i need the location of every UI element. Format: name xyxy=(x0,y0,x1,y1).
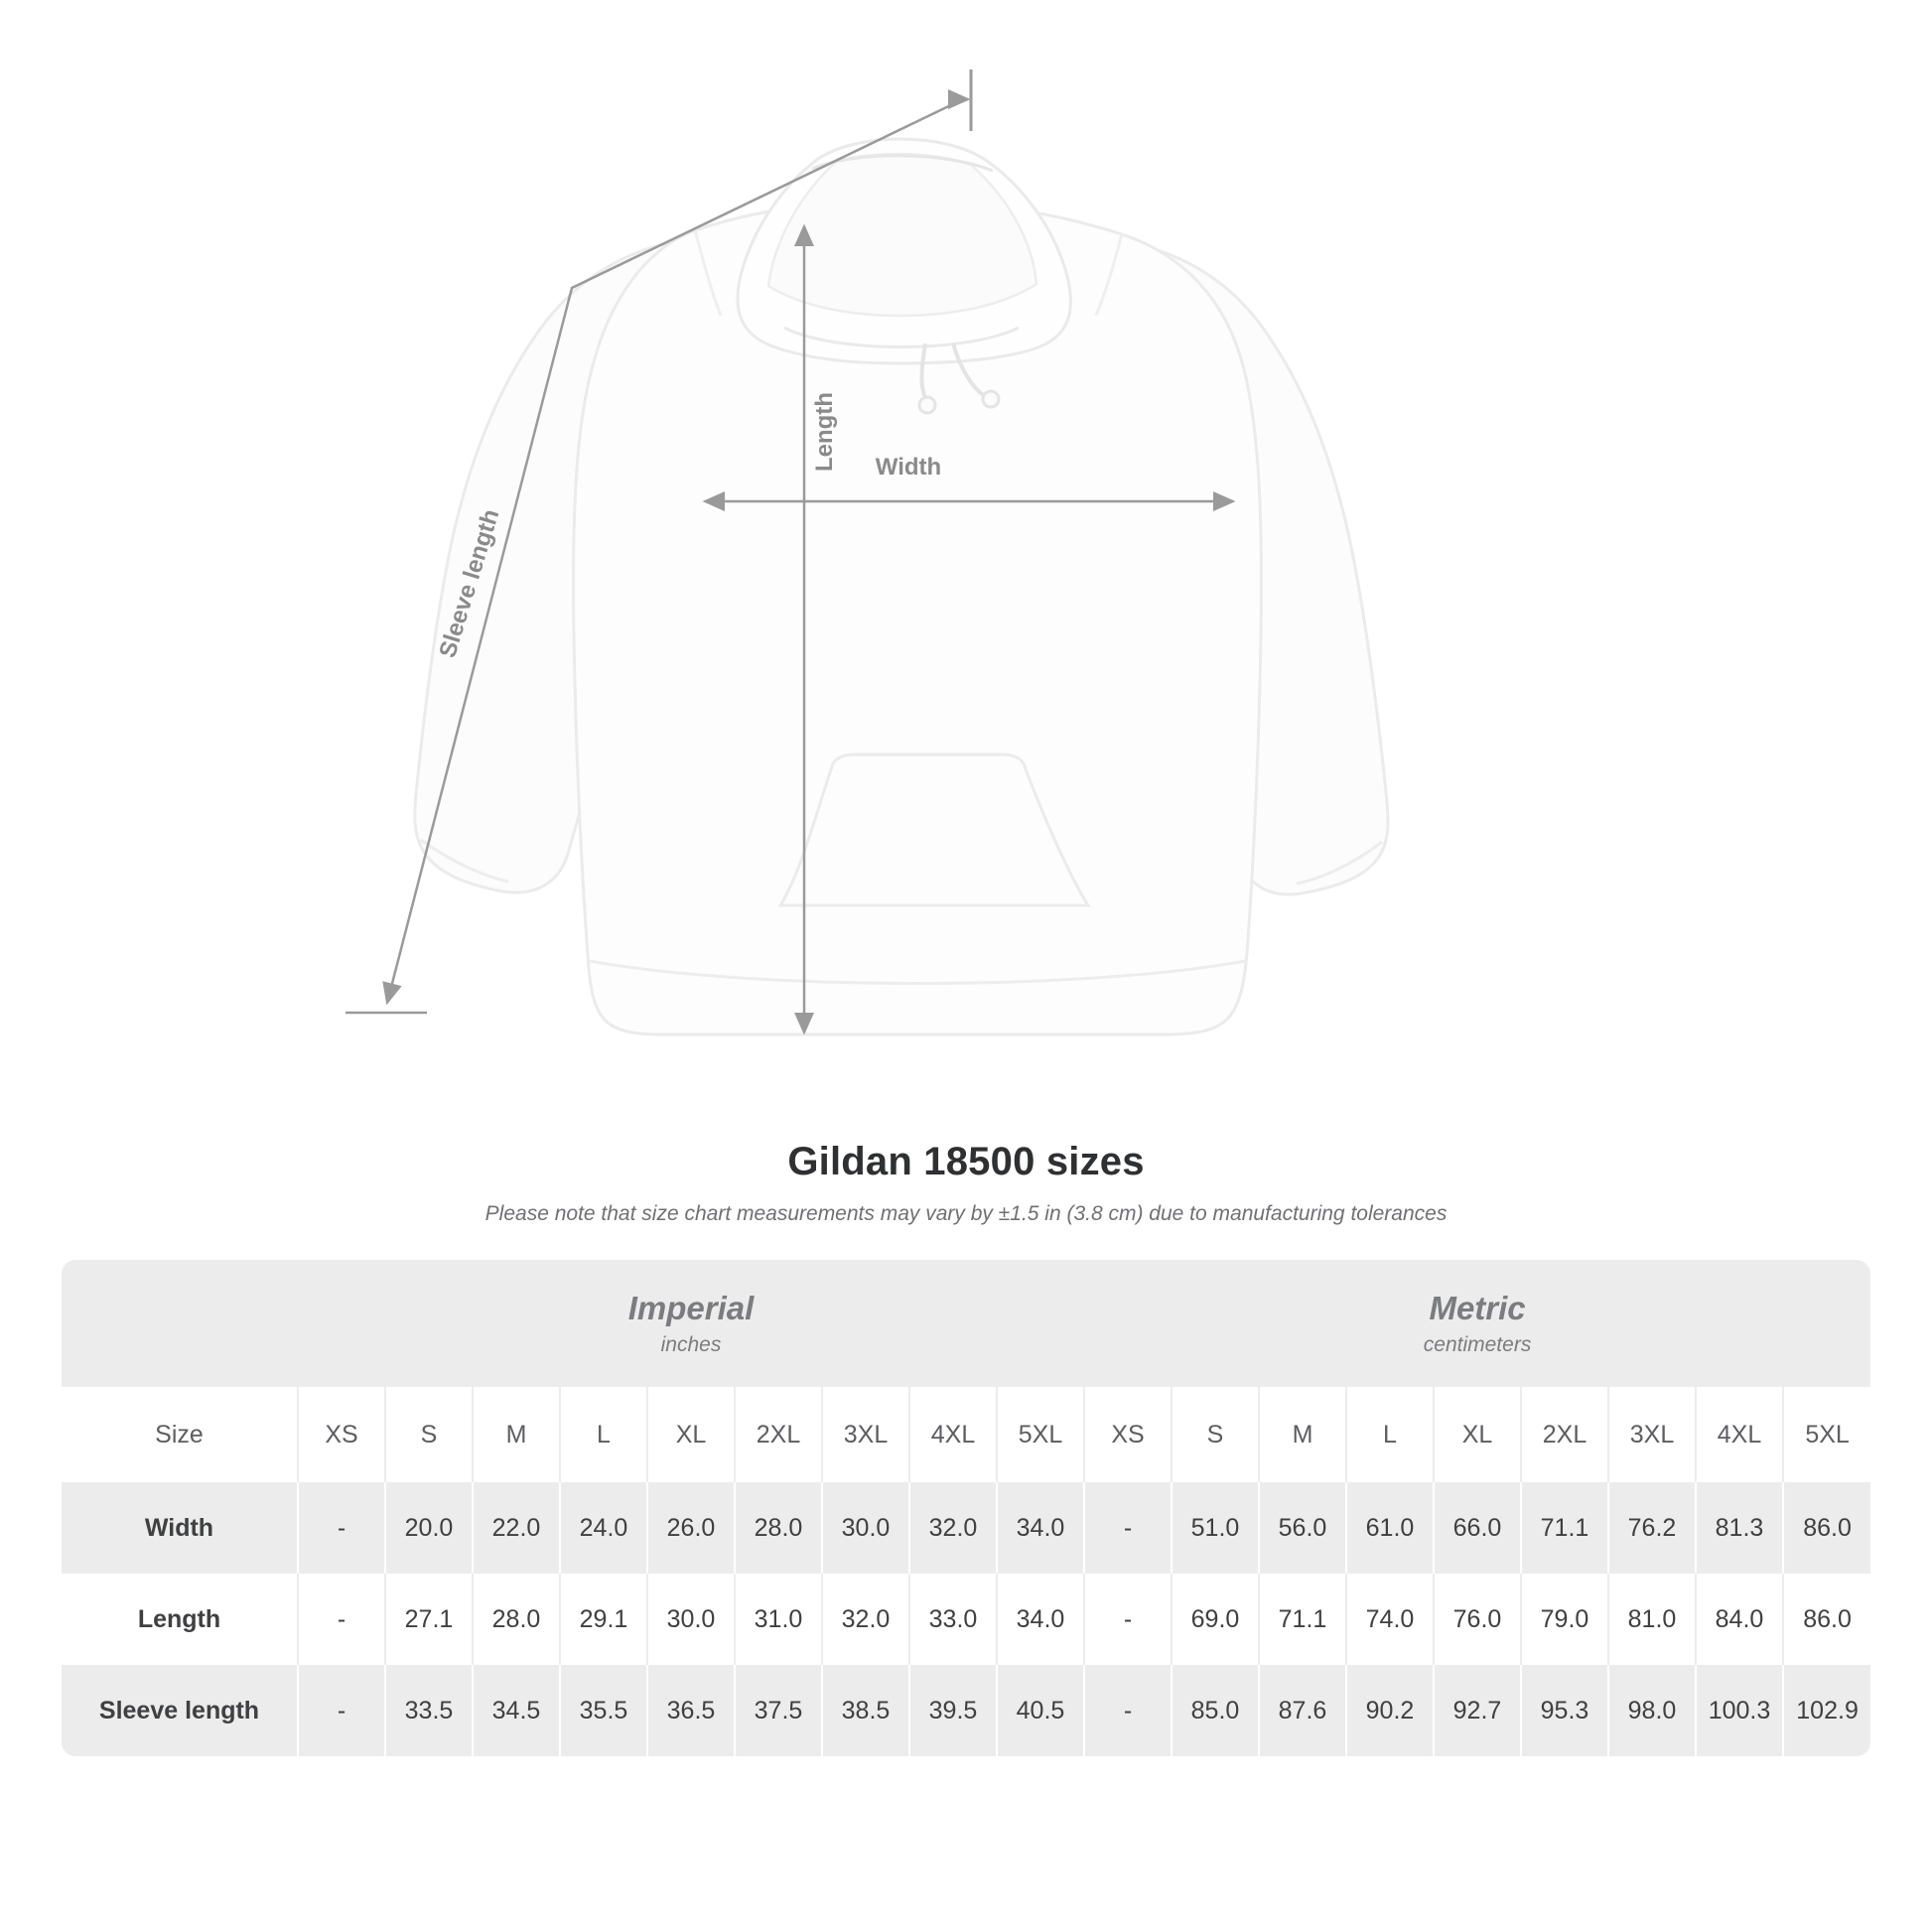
cell-length-imperial-s: 27.1 xyxy=(385,1574,473,1665)
cell-length-metric-5xl: 86.0 xyxy=(1783,1574,1870,1665)
cell-width-metric-xl: 66.0 xyxy=(1434,1482,1521,1574)
header-size-metric-2xl: 2XL xyxy=(1521,1387,1608,1482)
cell-sleeve-metric-l: 90.2 xyxy=(1346,1665,1434,1756)
cell-length-metric-s: 69.0 xyxy=(1172,1574,1259,1665)
cell-sleeve-imperial-5xl: 40.5 xyxy=(997,1665,1084,1756)
cell-length-imperial-3xl: 32.0 xyxy=(822,1574,909,1665)
table-row xyxy=(62,1665,1870,1756)
cell-sleeve-imperial-3xl: 38.5 xyxy=(822,1665,909,1756)
row-label-sleeve-length: Sleeve length xyxy=(62,1665,298,1756)
unit-cell-metric xyxy=(1084,1260,1870,1387)
cell-length-metric-4xl: 84.0 xyxy=(1696,1574,1783,1665)
unit-sub-imperial: inches xyxy=(660,1332,722,1356)
cell-sleeve-metric-xl: 92.7 xyxy=(1434,1665,1521,1756)
cell-width-imperial-xl: 26.0 xyxy=(647,1482,735,1574)
tolerance-note: Please note that size chart measurements may vary by ±1.5 in (3.8 cm) due to manufacturing tolerances xyxy=(484,1202,1448,1225)
size-table xyxy=(62,1260,1870,1756)
cell-width-imperial-xs: - xyxy=(298,1482,385,1574)
header-size-metric-l: L xyxy=(1346,1387,1434,1482)
unit-sub-metric: centimeters xyxy=(1423,1332,1532,1356)
header-size-imperial-s: S xyxy=(385,1387,473,1482)
unit-name-metric: Metric xyxy=(1429,1290,1526,1327)
header-size-metric-3xl: 3XL xyxy=(1608,1387,1696,1482)
cell-sleeve-imperial-xs: - xyxy=(298,1665,385,1756)
cell-sleeve-metric-3xl: 98.0 xyxy=(1608,1665,1696,1756)
cell-length-metric-m: 71.1 xyxy=(1259,1574,1346,1665)
page-title: Gildan 18500 sizes xyxy=(787,1140,1145,1183)
header-size-metric-s: S xyxy=(1172,1387,1259,1482)
cell-sleeve-metric-m: 87.6 xyxy=(1259,1665,1346,1756)
unit-spacer-cell xyxy=(62,1260,298,1387)
cell-length-metric-xl: 76.0 xyxy=(1434,1574,1521,1665)
header-size-label: Size xyxy=(62,1387,298,1482)
cell-length-imperial-xs: - xyxy=(298,1574,385,1665)
cell-sleeve-metric-2xl: 95.3 xyxy=(1521,1665,1608,1756)
cell-length-imperial-2xl: 31.0 xyxy=(735,1574,822,1665)
cell-width-metric-l: 61.0 xyxy=(1346,1482,1434,1574)
cell-length-metric-xs: - xyxy=(1084,1574,1172,1665)
label-length: Length xyxy=(811,392,838,472)
cell-sleeve-imperial-s: 33.5 xyxy=(385,1665,473,1756)
header-size-imperial-xl: XL xyxy=(647,1387,735,1482)
cell-length-metric-2xl: 79.0 xyxy=(1521,1574,1608,1665)
size-header-row xyxy=(62,1387,1870,1482)
header-size-metric-m: M xyxy=(1259,1387,1346,1482)
header-size-metric-xs: XS xyxy=(1084,1387,1172,1482)
cell-width-imperial-3xl: 30.0 xyxy=(822,1482,909,1574)
title-block xyxy=(0,1140,1932,1226)
header-size-metric-xl: XL xyxy=(1434,1387,1521,1482)
cell-length-imperial-4xl: 33.0 xyxy=(909,1574,997,1665)
cell-sleeve-metric-4xl: 100.3 xyxy=(1696,1665,1783,1756)
header-size-imperial-xs: XS xyxy=(298,1387,385,1482)
cell-width-metric-5xl: 86.0 xyxy=(1783,1482,1870,1574)
table-row xyxy=(62,1482,1870,1574)
row-label-length: Length xyxy=(62,1574,298,1665)
label-sleeve-length: Sleeve length xyxy=(434,505,505,661)
cell-width-imperial-2xl: 28.0 xyxy=(735,1482,822,1574)
cell-length-imperial-xl: 30.0 xyxy=(647,1574,735,1665)
cell-width-metric-m: 56.0 xyxy=(1259,1482,1346,1574)
cell-length-imperial-5xl: 34.0 xyxy=(997,1574,1084,1665)
cell-sleeve-imperial-xl: 36.5 xyxy=(647,1665,735,1756)
table-row xyxy=(62,1574,1870,1665)
unit-cell-imperial xyxy=(298,1260,1084,1387)
hoodie-garment xyxy=(415,139,1388,1035)
header-size-imperial-m: M xyxy=(473,1387,560,1482)
cell-sleeve-imperial-l: 35.5 xyxy=(560,1665,647,1756)
cell-width-metric-xs: - xyxy=(1084,1482,1172,1574)
cell-width-metric-2xl: 71.1 xyxy=(1521,1482,1608,1574)
unit-header-row xyxy=(62,1260,1870,1387)
header-size-imperial-l: L xyxy=(560,1387,647,1482)
cell-sleeve-imperial-4xl: 39.5 xyxy=(909,1665,997,1756)
cell-width-imperial-m: 22.0 xyxy=(473,1482,560,1574)
header-size-metric-4xl: 4XL xyxy=(1696,1387,1783,1482)
cell-sleeve-metric-xs: - xyxy=(1084,1665,1172,1756)
cell-width-metric-3xl: 76.2 xyxy=(1608,1482,1696,1574)
cell-length-imperial-l: 29.1 xyxy=(560,1574,647,1665)
cell-length-imperial-m: 28.0 xyxy=(473,1574,560,1665)
cell-length-metric-l: 74.0 xyxy=(1346,1574,1434,1665)
cell-sleeve-metric-5xl: 102.9 xyxy=(1783,1665,1870,1756)
cell-length-metric-3xl: 81.0 xyxy=(1608,1574,1696,1665)
cell-sleeve-imperial-m: 34.5 xyxy=(473,1665,560,1756)
header-size-imperial-5xl: 5XL xyxy=(997,1387,1084,1482)
header-size-imperial-2xl: 2XL xyxy=(735,1387,822,1482)
header-size-imperial-3xl: 3XL xyxy=(822,1387,909,1482)
row-label-width: Width xyxy=(62,1482,298,1574)
cell-width-imperial-5xl: 34.0 xyxy=(997,1482,1084,1574)
cell-sleeve-imperial-2xl: 37.5 xyxy=(735,1665,822,1756)
cell-width-metric-s: 51.0 xyxy=(1172,1482,1259,1574)
cell-sleeve-metric-s: 85.0 xyxy=(1172,1665,1259,1756)
size-table-wrapper xyxy=(62,1260,1870,1756)
header-size-imperial-4xl: 4XL xyxy=(909,1387,997,1482)
header-size-metric-5xl: 5XL xyxy=(1783,1387,1870,1482)
cell-width-imperial-l: 24.0 xyxy=(560,1482,647,1574)
unit-name-imperial: Imperial xyxy=(627,1290,755,1327)
cell-width-imperial-4xl: 32.0 xyxy=(909,1482,997,1574)
cell-width-imperial-s: 20.0 xyxy=(385,1482,473,1574)
cell-width-metric-4xl: 81.3 xyxy=(1696,1482,1783,1574)
label-width: Width xyxy=(875,454,942,481)
